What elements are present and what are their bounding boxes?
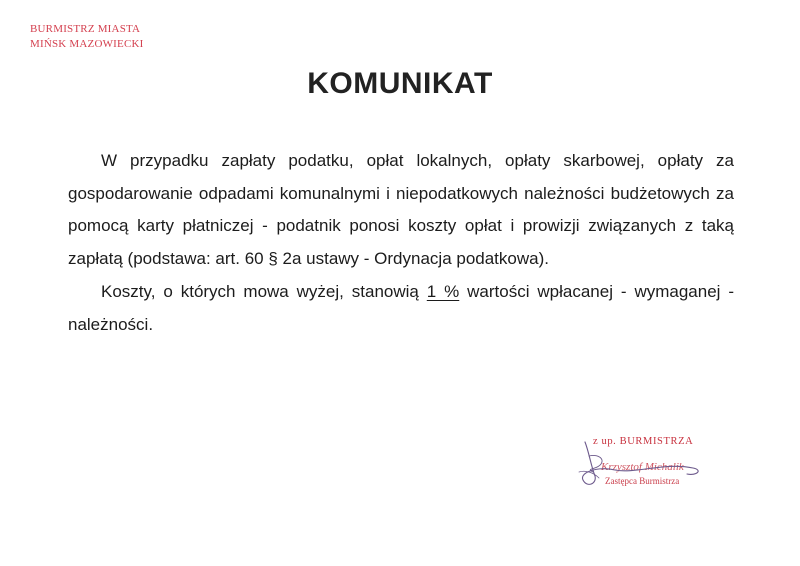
paragraph-2-after: wartości wpłacanej - wymaganej - należności. <box>68 282 734 334</box>
document-title: KOMUNIKAT <box>307 67 493 100</box>
paragraph-2-before: Koszty, o których mowa wyżej, stanowią <box>101 282 427 301</box>
signatory-name: Krzysztof Michalik <box>601 461 684 473</box>
paragraph-1: W przypadku zapłaty podatku, opłat lokalnych, opłaty skarbowej, opłaty za gospodarowanie odpadami komunalnymi i niepodatkowych należności budżetowych za pomocą karty płatniczej - podatnik ponosi koszty opłat i prowizji związanych z taką zapłatą (podstawa: art. 60 § 2a ustawy - Ordynacja podatkowa). <box>68 151 734 268</box>
fee-percent: 1 % <box>426 282 460 301</box>
handwritten-signature <box>575 432 735 502</box>
signatory-role: Zastępca Burmistrza <box>605 476 680 486</box>
issuer-stamp <box>30 22 144 52</box>
signature-stamp <box>575 432 735 502</box>
stamp-line-2: MIŃSK MAZOWIECKI <box>30 38 144 50</box>
document-body <box>68 145 734 341</box>
signature-authority: z up. BURMISTRZA <box>593 436 694 447</box>
paragraph-2 <box>68 276 734 341</box>
stamp-line-1: BURMISTRZ MIASTA <box>30 23 141 35</box>
